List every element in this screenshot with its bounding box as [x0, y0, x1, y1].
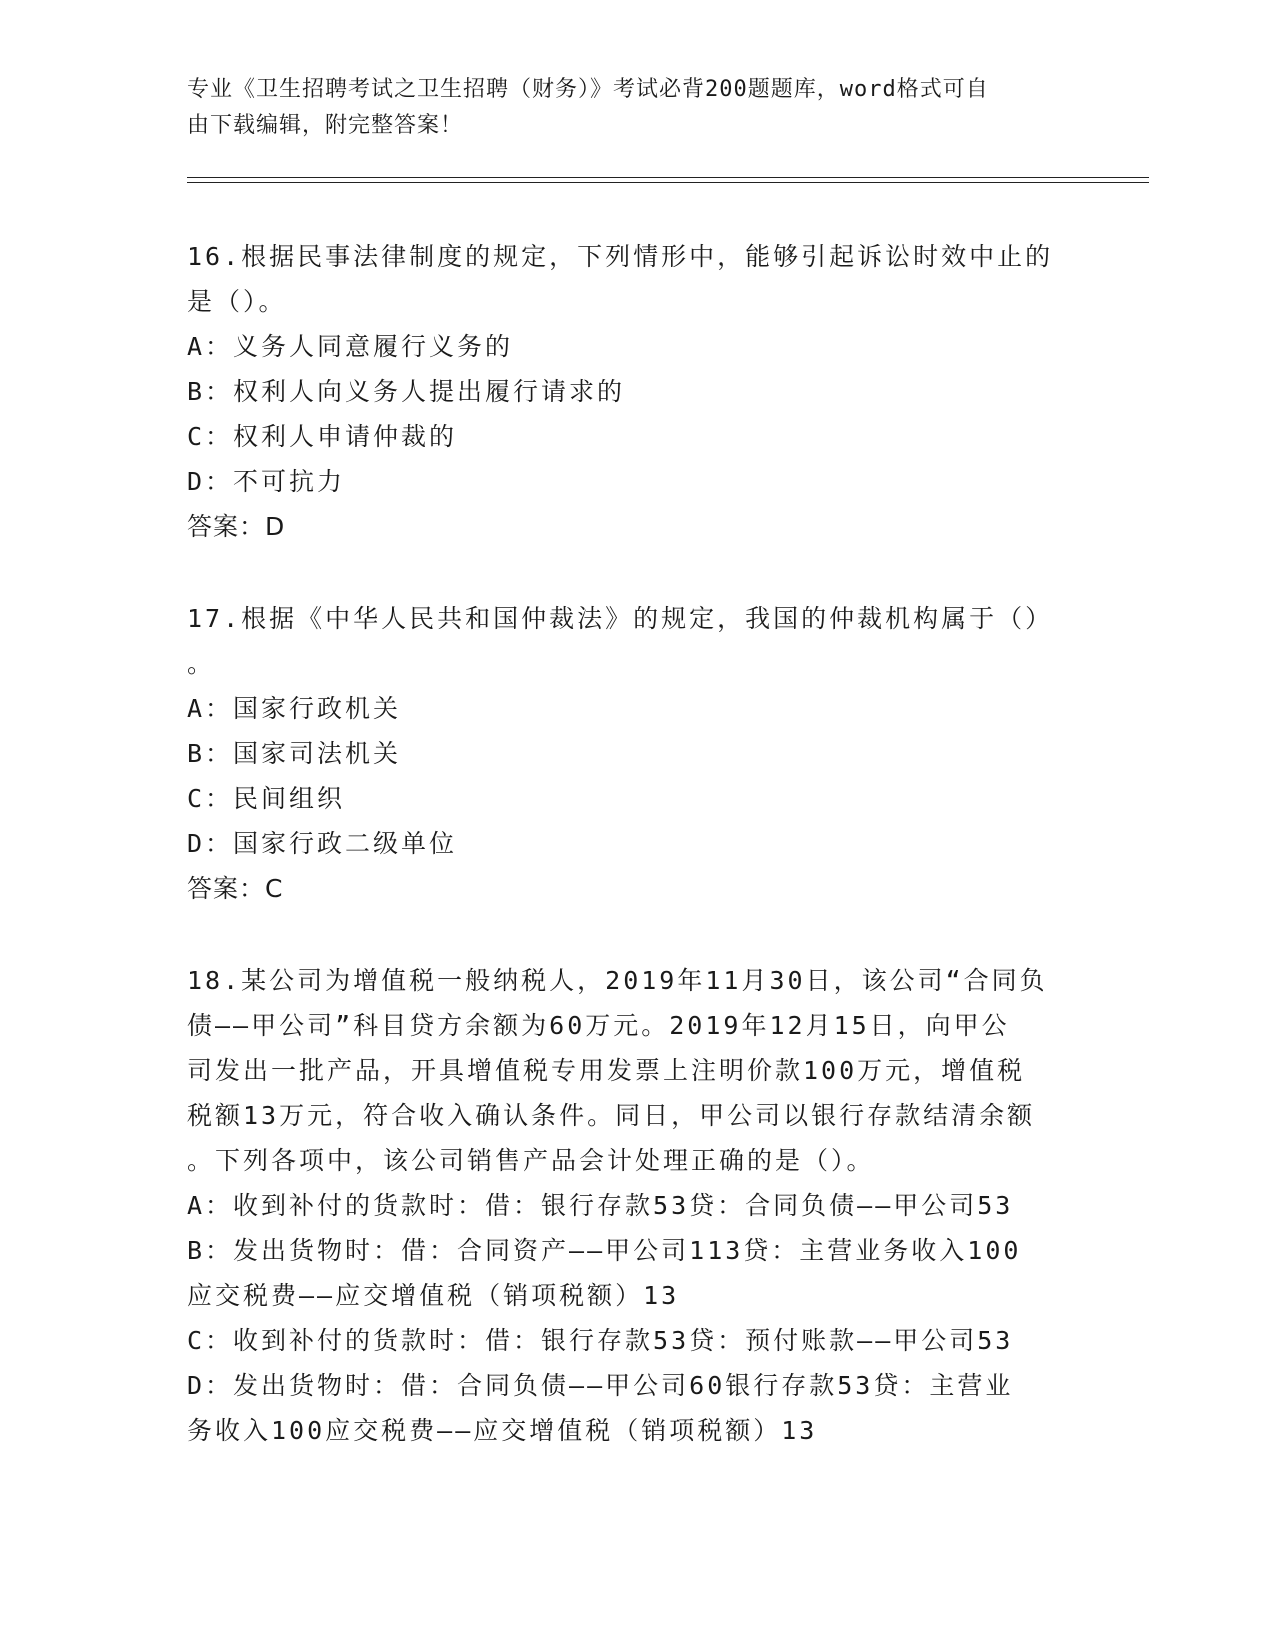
option-b-continued: 应交税费——应交增值税（销项税额）13 [187, 1281, 680, 1310]
answer-label: 答案：C [187, 874, 284, 903]
option-a: A：收到补付的货款时：借：银行存款53贷：合同负债——甲公司53 [187, 1191, 1014, 1220]
question-16 [187, 234, 1072, 549]
question-stem-line: 税额13万元，符合收入确认条件。同日，甲公司以银行存款结清余额 [187, 1101, 1036, 1130]
option-d-continued: 务收入100应交税费——应交增值税（销项税额）13 [187, 1416, 818, 1445]
option-d: D：发出货物时：借：合同负债——甲公司60银行存款53贷：主营业 [187, 1371, 1014, 1400]
question-18 [187, 958, 1072, 1453]
question-17 [187, 596, 1072, 911]
option-b: B：权利人向义务人提出履行请求的 [187, 377, 626, 406]
question-stem-line: 。 [187, 649, 216, 678]
option-c: C：权利人申请仲裁的 [187, 422, 458, 451]
option-a: A：国家行政机关 [187, 694, 402, 723]
option-b: B：国家司法机关 [187, 739, 402, 768]
option-b: B：发出货物时：借：合同资产——甲公司113贷：主营业务收入100 [187, 1236, 1022, 1265]
option-c: C：民间组织 [187, 784, 346, 813]
option-d: D：国家行政二级单位 [187, 829, 458, 858]
question-stem-line: 18.某公司为增值税一般纳税人，2019年11月30日，该公司“合同负 [187, 966, 1048, 995]
question-stem-line: 17.根据《中华人民共和国仲裁法》的规定，我国的仲裁机构属于（） [187, 604, 1054, 633]
document-header [187, 72, 1067, 144]
header-line-1: 专业《卫生招聘考试之卫生招聘（财务）》考试必背200题题库，word格式可自 [187, 77, 989, 102]
header-divider-top [187, 177, 1149, 178]
header-divider-bottom [187, 182, 1149, 183]
option-a: A：义务人同意履行义务的 [187, 332, 514, 361]
answer-label: 答案：D [187, 512, 286, 541]
option-d: D：不可抗力 [187, 467, 346, 496]
question-stem-line: 司发出一批产品，开具增值税专用发票上注明价款100万元，增值税 [187, 1056, 1026, 1085]
question-stem-line: 。下列各项中，该公司销售产品会计处理正确的是（）。 [187, 1146, 875, 1175]
option-c: C：收到补付的货款时：借：银行存款53贷：预付账款——甲公司53 [187, 1326, 1014, 1355]
question-stem-line: 债——甲公司”科目贷方余额为60万元。2019年12月15日，向甲公 [187, 1011, 1010, 1040]
question-stem-line: 是（）。 [187, 287, 287, 316]
question-stem-line: 16.根据民事法律制度的规定，下列情形中，能够引起诉讼时效中止的 [187, 242, 1054, 271]
header-line-2: 由下载编辑，附完整答案！ [187, 113, 464, 138]
